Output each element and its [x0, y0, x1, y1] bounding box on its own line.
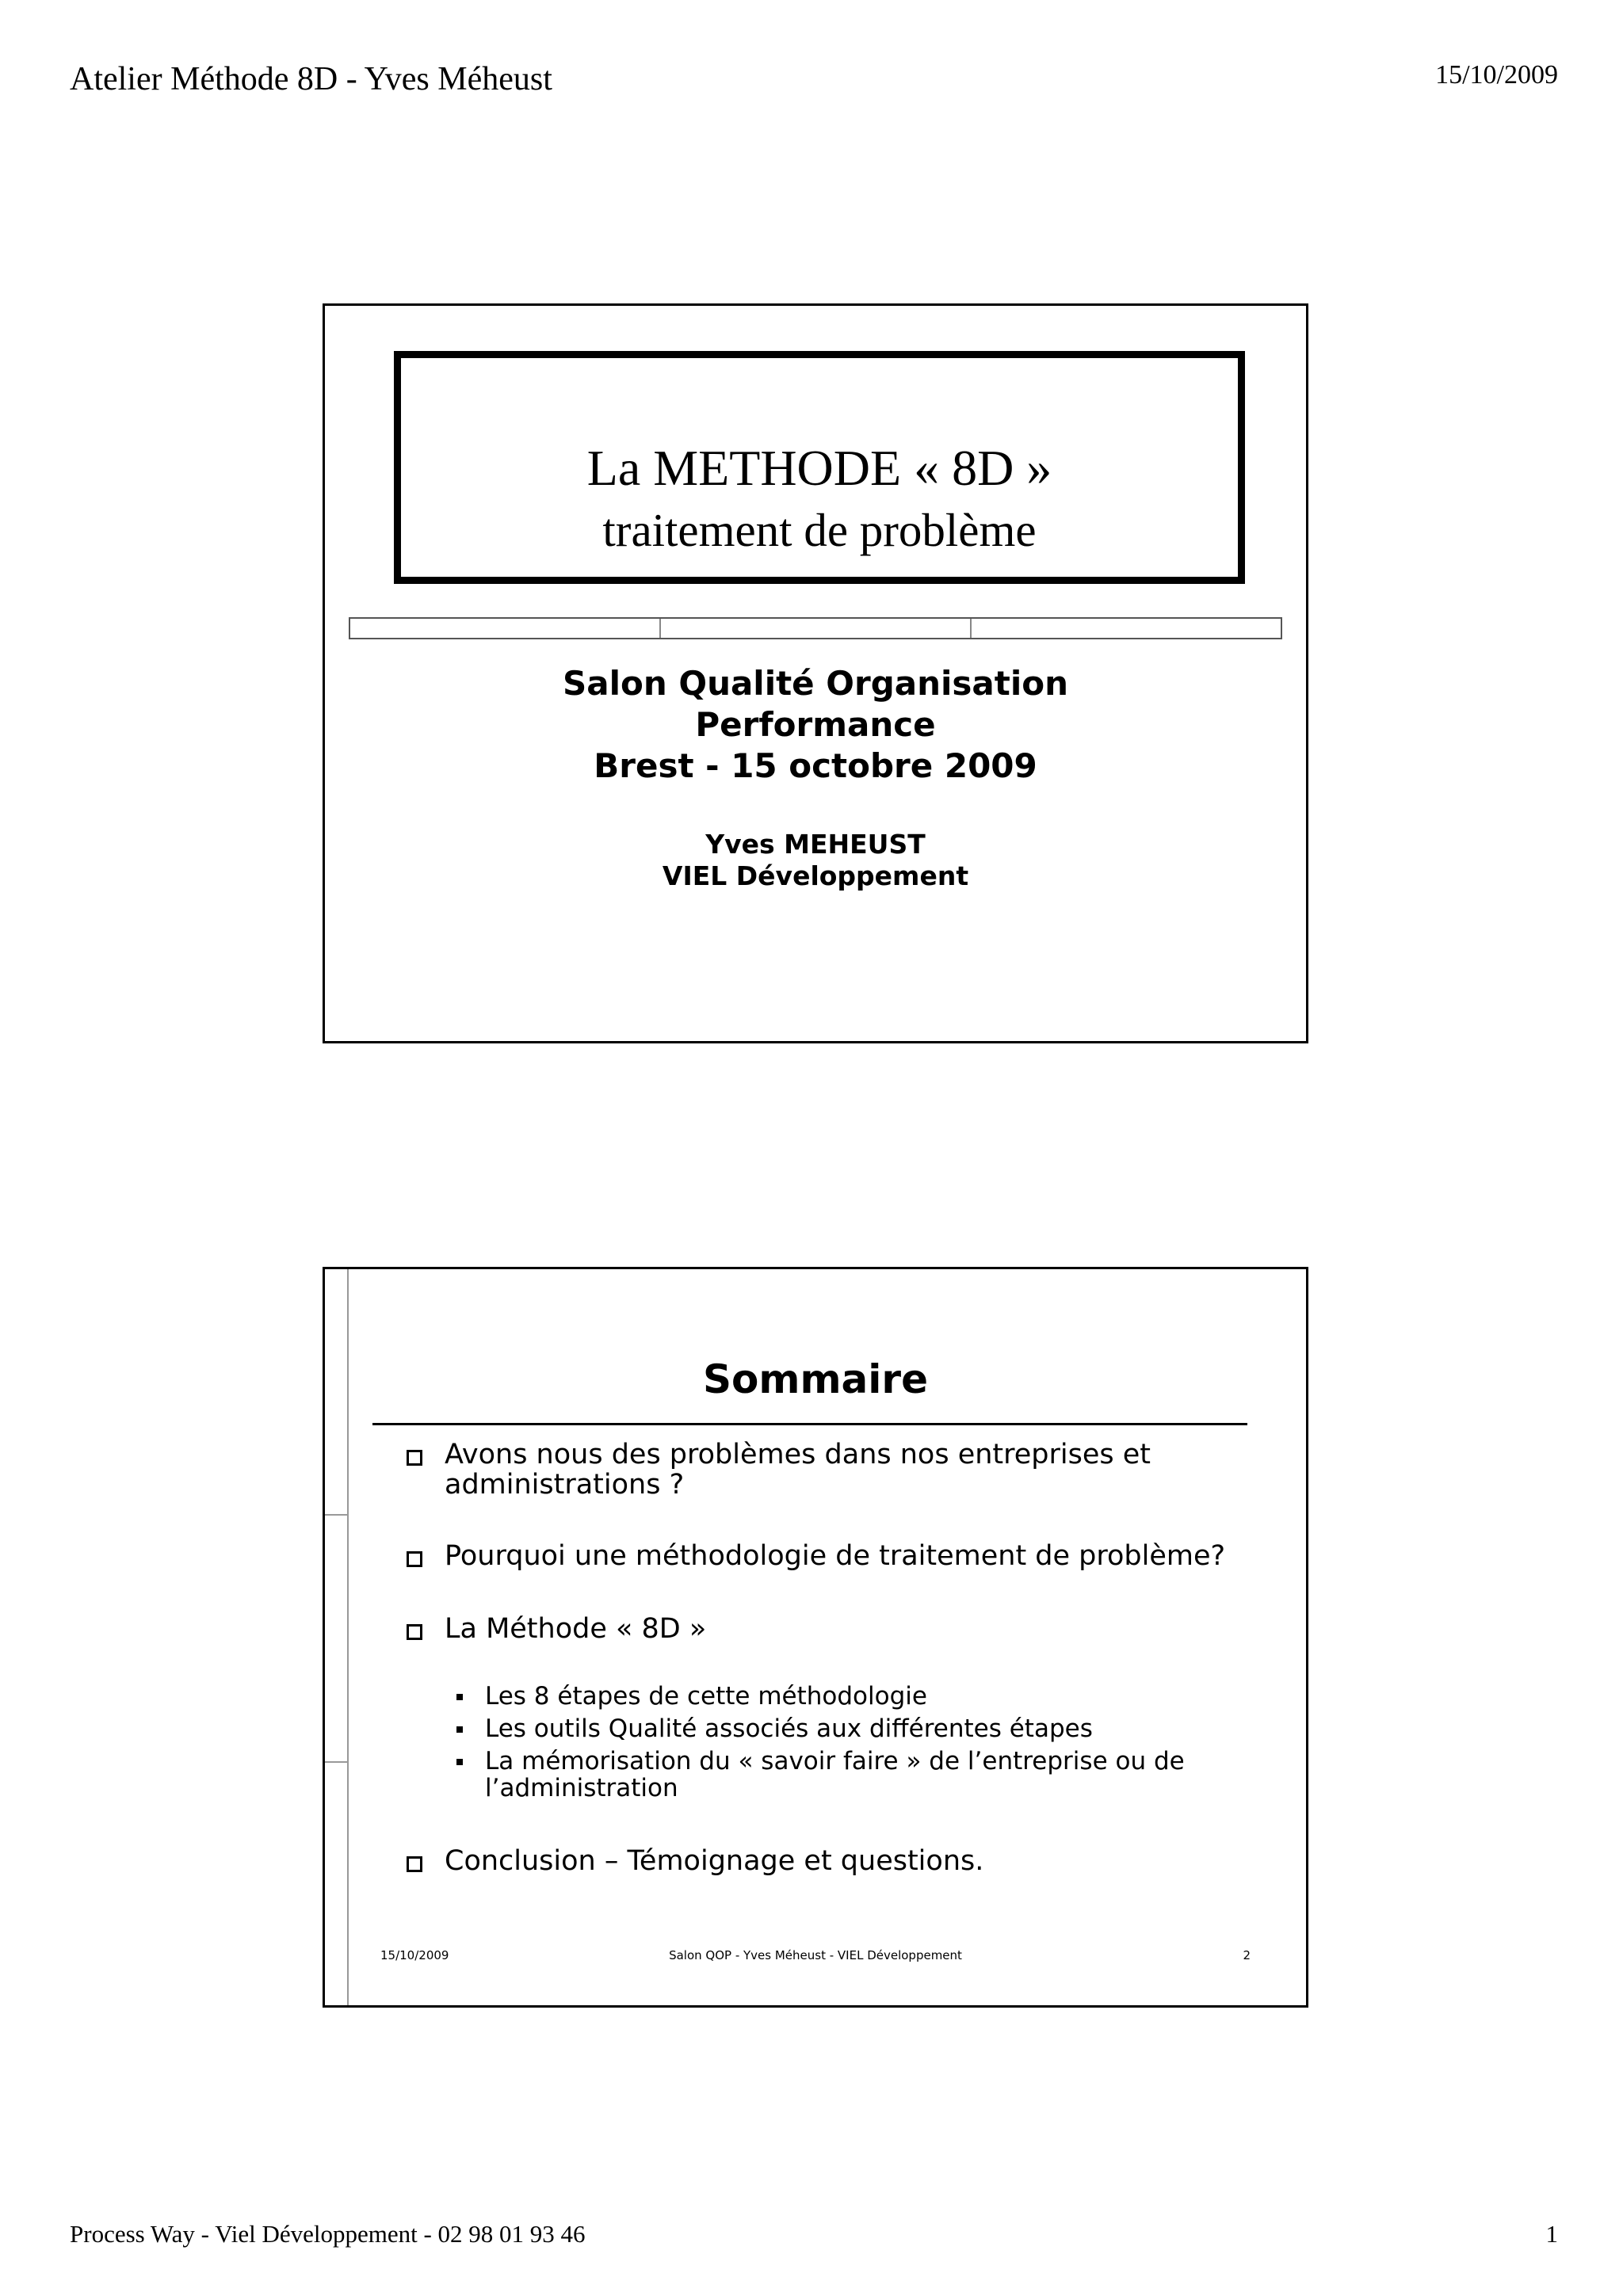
page-number: 1 — [1545, 2220, 1558, 2248]
summary-item — [407, 1440, 1247, 1500]
summary-item — [407, 1846, 1247, 1876]
summary-subitem — [456, 1748, 1241, 1802]
summary-item — [407, 1614, 1247, 1644]
slide-page-number: 2 — [1243, 1948, 1251, 1962]
decorative-band — [349, 617, 1282, 639]
summary-subitem — [456, 1715, 1241, 1742]
band-segment — [350, 619, 661, 638]
square-bullet-icon — [407, 1856, 422, 1872]
summary-item — [407, 1541, 1247, 1571]
page-header-title: Atelier Méthode 8D - Yves Méheust — [70, 61, 552, 97]
page-footer-text: Process Way - Viel Développement - 02 98 01 93 46 — [70, 2220, 586, 2248]
summary-subitem-text: Les outils Qualité associés aux différentes étapes — [485, 1714, 1093, 1743]
small-bullet-icon — [456, 1726, 463, 1733]
summary-subitem — [456, 1683, 1241, 1710]
title-box — [394, 351, 1245, 584]
band-segment — [972, 619, 1281, 638]
summary-item-text: Pourquoi une méthodologie de traitement de problème? — [445, 1540, 1226, 1572]
square-bullet-icon — [407, 1551, 422, 1567]
summary-item-text: Conclusion – Témoignage et questions. — [445, 1845, 984, 1877]
summary-item-text: Avons nous des problèmes dans nos entreprises et administrations ? — [445, 1439, 1151, 1501]
square-bullet-icon — [407, 1624, 422, 1640]
slide-title-line2: traitement de problème — [602, 504, 1037, 556]
title-divider — [372, 1423, 1247, 1425]
author-name: Yves MEHEUST — [705, 829, 926, 860]
event-name-line1: Salon Qualité Organisation — [563, 664, 1068, 703]
band-segment — [661, 619, 972, 638]
summary-item-text: La Méthode « 8D » — [445, 1613, 707, 1645]
summary-subitem-text: Les 8 étapes de cette méthodologie — [485, 1682, 927, 1711]
slide-left-tick — [325, 1761, 349, 1763]
author-organization: VIEL Développement — [662, 860, 969, 891]
slide-footer-text: Salon QOP - Yves Méheust - VIEL Développement — [669, 1948, 962, 1962]
small-bullet-icon — [456, 1694, 463, 1700]
square-bullet-icon — [407, 1450, 422, 1466]
slide-footer-date: 15/10/2009 — [380, 1948, 449, 1962]
event-name-line2: Performance — [695, 705, 936, 744]
slide-left-tick — [325, 1514, 349, 1516]
slide-title — [323, 303, 1308, 1043]
summary-title: Sommaire — [702, 1356, 928, 1402]
event-place-date: Brest - 15 octobre 2009 — [594, 746, 1037, 785]
slide-title-line1: La METHODE « 8D » — [586, 440, 1052, 496]
small-bullet-icon — [456, 1759, 463, 1765]
slide-summary — [323, 1267, 1308, 2008]
page-header-date: 15/10/2009 — [1435, 60, 1558, 90]
summary-subitem-text: La mémorisation du « savoir faire » de l’entreprise ou de l’administration — [485, 1747, 1185, 1802]
